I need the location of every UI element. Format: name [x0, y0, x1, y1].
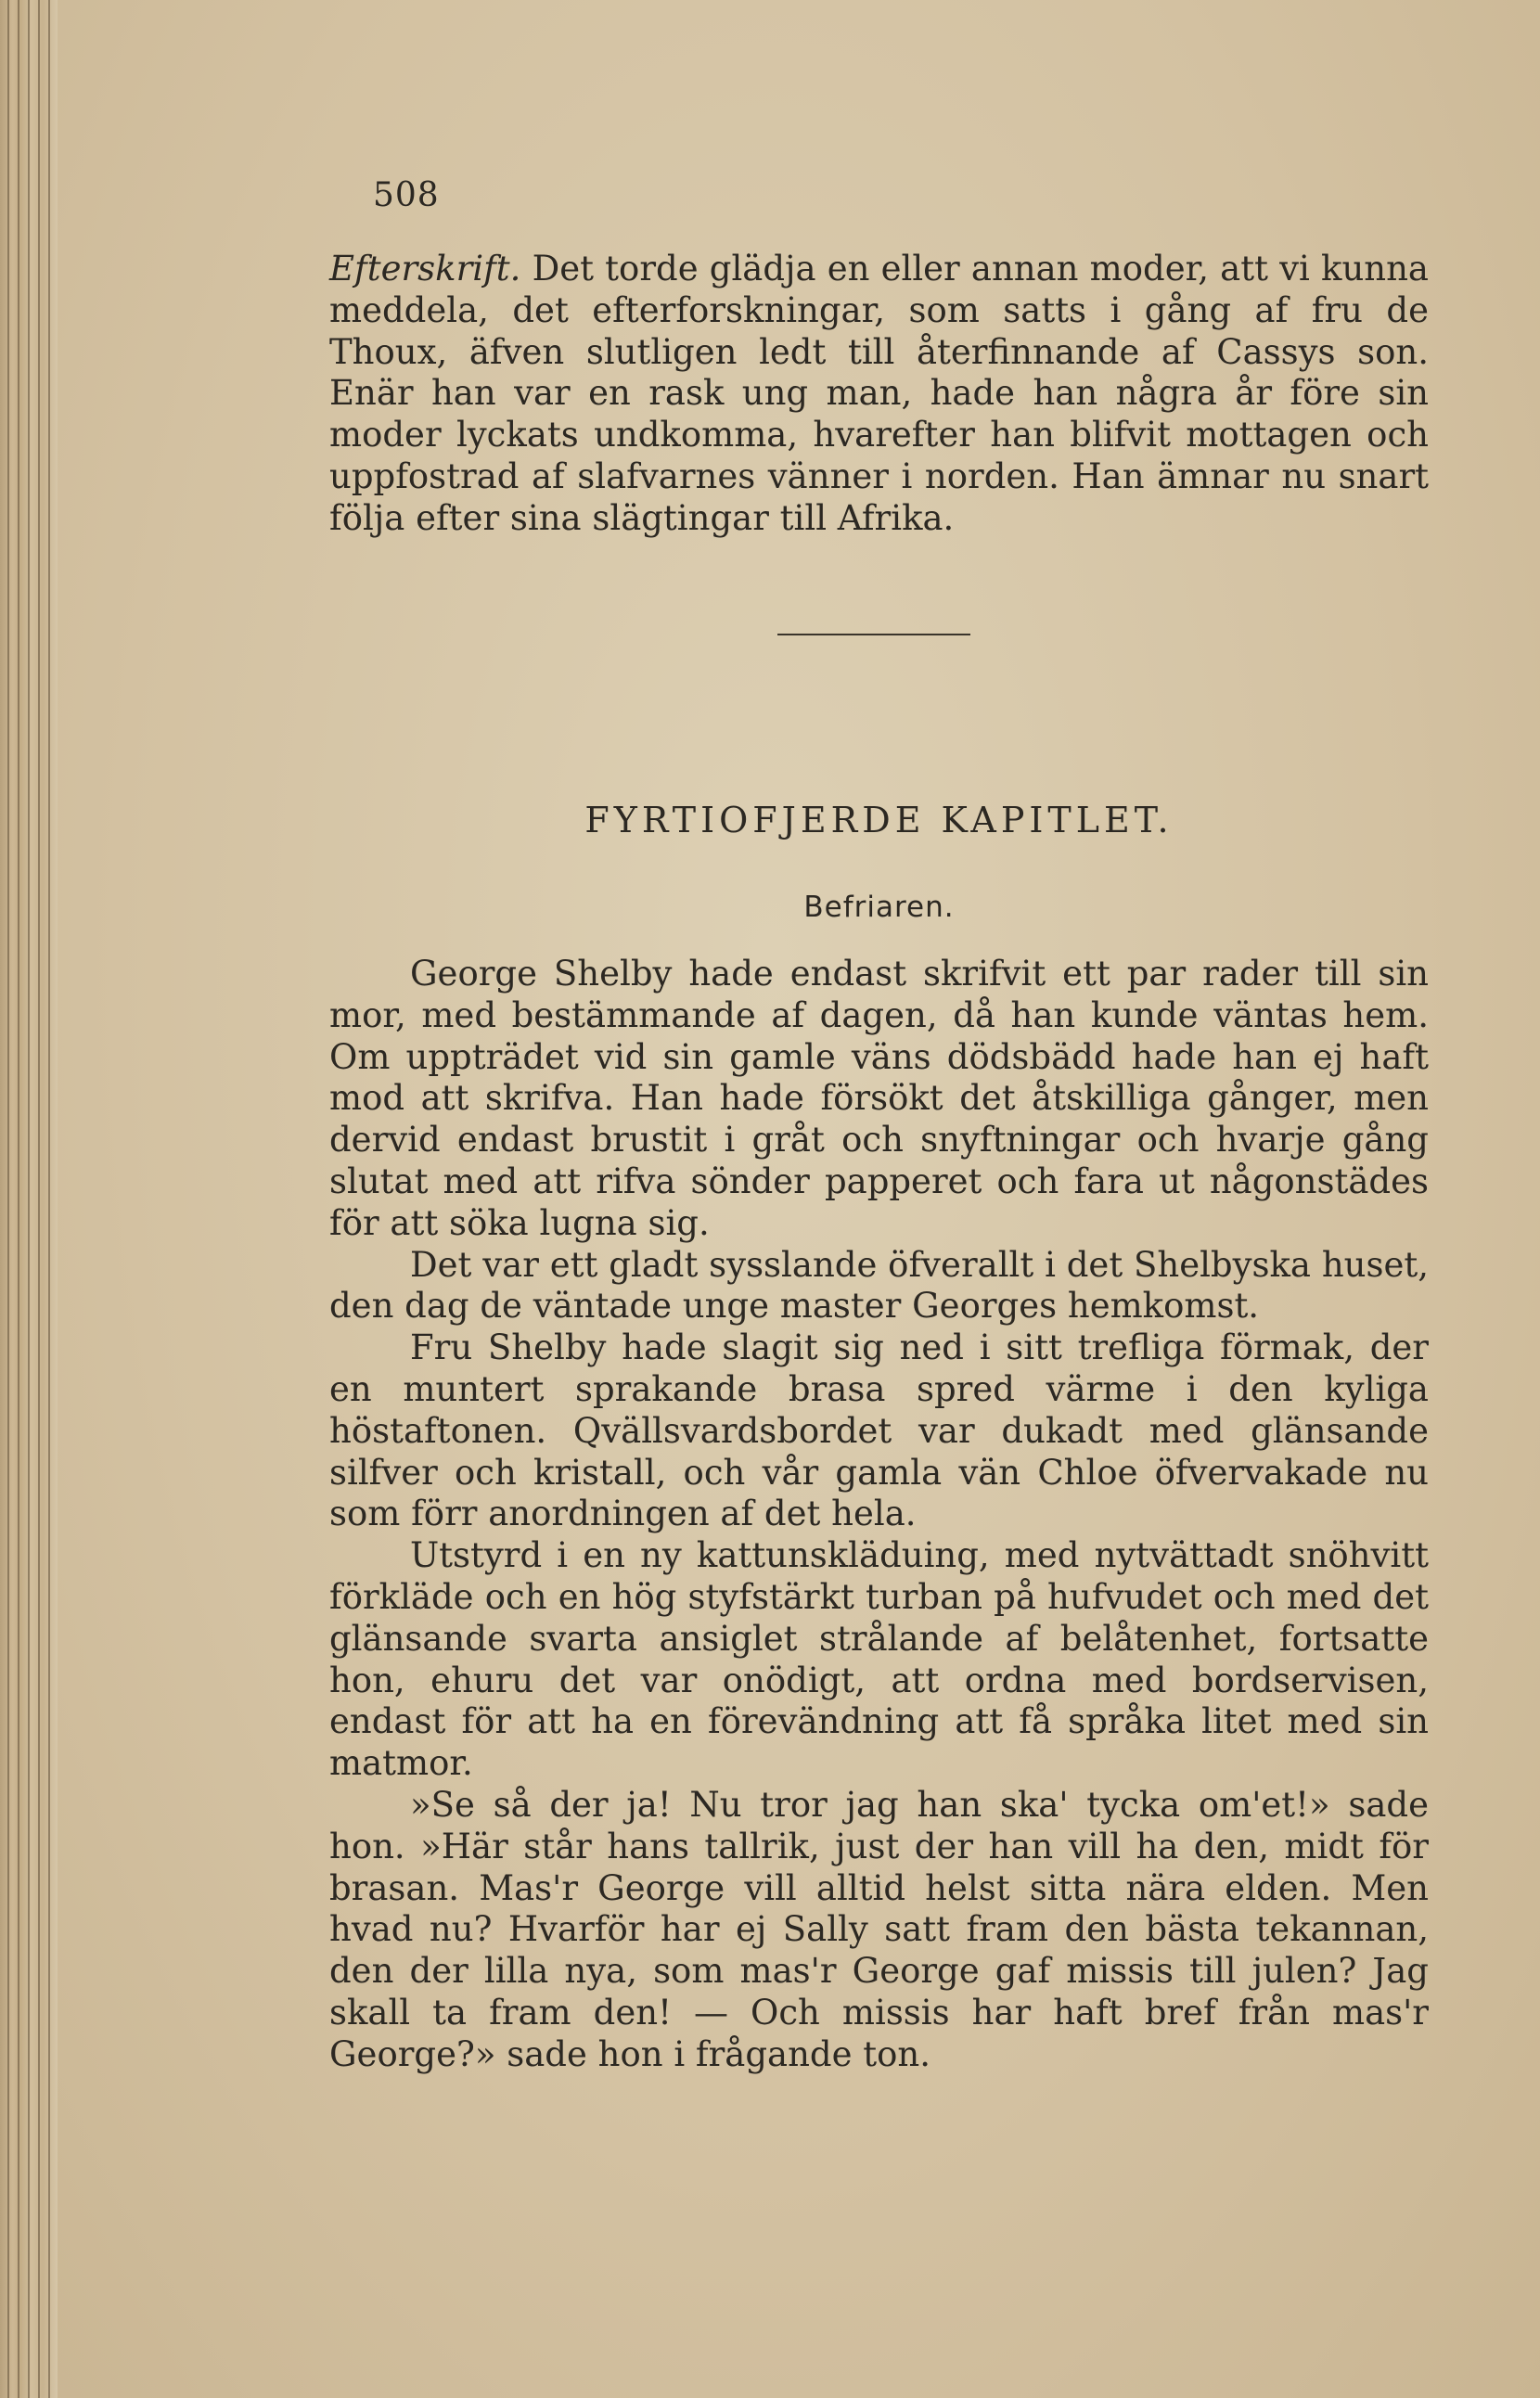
postscript-paragraph [329, 249, 1429, 540]
page-number: 508 [373, 176, 440, 214]
postscript-label: Efterskrift. [329, 249, 521, 289]
binding-line [18, 0, 19, 2398]
page-binding-edge [0, 0, 58, 2398]
body-paragraph: Utstyrd i en ny kattunskläduing, med nytvättadt snöhvitt förkläde och en hög styfstärkt turban på hufvudet och med det glänsande svarta ansiglet strålande af belåtenhet, fortsatte hon, ehuru det var onödigt, att ordna med bordservisen, endast för att ha en förevändning att få språka litet med sin matmor. [329, 1535, 1429, 1784]
body-paragraph: Fru Shelby hade slagit sig ned i sitt trefliga förmak, der en muntert sprakande brasa spred värme i den kyliga höstaftonen. Qvällsvardsbordet var dukadt med glänsande silfver och kristall, och vår gamla vän Chloe öfvervakade nu som förr anordningen af det hela. [329, 1327, 1429, 1534]
body-paragraph: Det var ett gladt sysslande öfverallt i det Shelbyska huset, den dag de väntade unge master Georges hemkomst. [329, 1244, 1429, 1327]
postscript-text [329, 249, 1429, 540]
postscript-body: Det torde glädja en eller annan moder, att vi kunna meddela, det efterforskningar, som satts i gång af fru de Thoux, äfven slutligen ledt till återfinnande af Cassys son. Enär han var en rask ung man, hade han några år före sin moder lyckats undkomma, hvarefter han blifvit mottagen och uppfostrad af slafvarnes vänner i norden. Han ämnar nu snart följa efter sina slägtingar till Afrika. [329, 249, 1429, 538]
binding-line [28, 0, 30, 2398]
body-paragraph: »Se så der ja! Nu tror jag han ska' tycka om'et!» sade hon. »Här står hans tallrik, just der han vill ha den, midt för brasan. Mas'r George vill alltid helst sitta nära elden. Men hvad nu? Hvarför har ej Sally satt fram den bästa tekannan, den der lilla nya, som mas'r George gaf missis till julen? Jag skall ta fram den! — Och missis har haft bref från mas'r George?» sade hon i frågande ton. [329, 1784, 1429, 2074]
chapter-title: FYRTIOFJERDE KAPITLET. [584, 800, 1174, 840]
body-paragraph: George Shelby hade endast skrifvit ett par rader till sin mor, med bestämmande af dagen, då han kunde väntas hem. Om uppträdet vid sin gamle väns dödsbädd hade han ej haft mod att skrifva. Han hade försökt det åtskilliga gånger, men dervid endast brustit i gråt och snyftningar och hvarje gång slutat med att rifva sönder papperet och fara ut någonstädes för att söka lugna sig. [329, 954, 1429, 1243]
binding-line [38, 0, 40, 2398]
chapter-subtitle: Befriaren. [803, 891, 955, 924]
section-divider [777, 634, 970, 635]
binding-line [7, 0, 9, 2398]
binding-line [48, 0, 50, 2398]
chapter-body [329, 954, 1429, 2076]
